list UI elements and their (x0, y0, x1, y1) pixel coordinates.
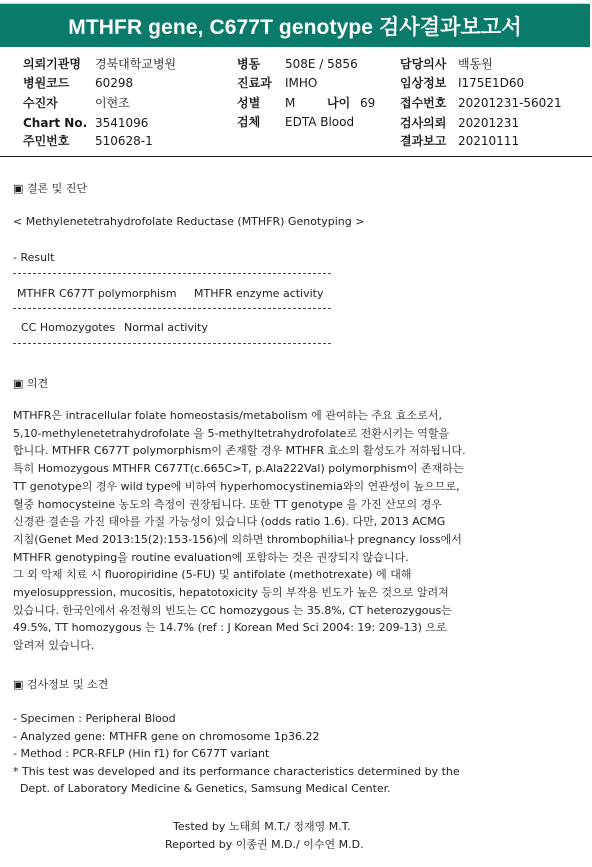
info-label: 검사의뢰 (400, 116, 447, 130)
info-value-physician: 백동원 (458, 57, 493, 71)
tested-by: Tested by 노태희 M.T./ 정재영 M.T. (173, 820, 351, 833)
opinion-line: 지침(Genet Med 2013:15(2):153-156)에 의하면 thrombophilia나 pregnancy loss에서 (13, 532, 462, 546)
info-row-resident-no (23, 134, 69, 148)
testinfo-method: - Method : PCR-RFLP (Hin f1) for C677T variant (13, 747, 270, 760)
result-col-header-polymorphism: MTHFR C677T polymorphism (17, 287, 177, 300)
info-label: 수진자 (23, 96, 58, 110)
info-value-specimen: EDTA Blood (285, 115, 355, 129)
info-label: 주민번호 (23, 134, 70, 148)
info-label: Chart No. (23, 116, 88, 130)
opinion-line: 신경관 결손을 가진 태아를 가질 가능성이 있습니다 (odds ratio 1.6). 다만, 2013 ACMG (13, 515, 446, 529)
genotyping-subtitle: < Methylenetetrahydrofolate Reductase (MTHFR) Genotyping > (13, 215, 365, 228)
info-row-clinical-info (400, 76, 446, 90)
info-label: 성별 (237, 96, 261, 110)
info-row-patient (23, 96, 58, 110)
info-row-age (327, 96, 350, 110)
opinion-line: TT genotype의 경우 wild type에 비하여 hyperhomocystinemia와의 연관성이 높으므로, (13, 479, 460, 493)
result-genotype-value: CC Homozygotes (21, 321, 116, 334)
info-row-institution (23, 57, 81, 71)
info-label: 나이 (327, 96, 351, 110)
info-value-report-date: 20210111 (458, 134, 520, 148)
info-value-age: 69 (360, 96, 376, 110)
info-row-physician (400, 57, 446, 71)
opinion-line: 49.5%, TT homozygous 는 14.7% (ref : J Korean Med Sci 2004: 19: 209-13) 으로 (13, 621, 447, 635)
reported-by: Reported by 이종권 M.D./ 이수연 M.D. (165, 838, 364, 851)
info-label: 담당의사 (400, 57, 447, 71)
info-row-chart-no (23, 116, 87, 130)
info-value-hospital-code: 60298 (95, 76, 134, 90)
report-title-bar (0, 3, 590, 47)
testinfo-note: Dept. of Laboratory Medicine & Genetics, Samsung Medical Center. (13, 782, 391, 795)
opinion-line: 혈중 homocysteine 농도의 측정이 권장됩니다. 또한 TT genotype 을 가진 산모의 경우 (13, 497, 442, 511)
info-value-chart-no: 3541096 (95, 116, 149, 130)
opinion-line: myelosuppression, mucositis, hepatotoxicity 등의 부작용 빈도가 높은 것으로 알려져 (13, 586, 449, 600)
info-label: 병원코드 (23, 76, 70, 90)
result-divider (13, 343, 331, 344)
opinion-line: MTHFR genotyping을 routine evaluation에 포함하는 것은 권장되지 않습니다. (13, 550, 409, 564)
testinfo-heading: ▣ 검사정보 및 소견 (13, 678, 109, 691)
info-value-patient: 이현조 (95, 96, 130, 110)
opinion-line: 알려져 있습니다. (13, 639, 95, 653)
opinion-line: 있습니다. 한국인에서 유전형의 빈도는 CC homozygous 는 35.8%, CT heterozygous는 (13, 603, 452, 617)
testinfo-text (13, 710, 460, 798)
result-divider (13, 273, 331, 274)
result-activity-value: Normal activity (124, 321, 208, 334)
info-value-request-date: 20201231 (458, 116, 520, 130)
info-row-request-date (400, 116, 446, 130)
info-value-sex: M (285, 96, 296, 110)
header-divider (0, 156, 592, 157)
conclusion-heading: ▣ 결론 및 진단 (13, 182, 88, 195)
testinfo-specimen: - Specimen : Peripheral Blood (13, 712, 176, 725)
info-row-sex (237, 96, 260, 110)
info-label: 임상정보 (400, 76, 447, 90)
result-col-header-activity: MTHFR enzyme activity (194, 287, 324, 300)
info-label: 접수번호 (400, 96, 447, 110)
info-label: 결과보고 (400, 134, 447, 148)
info-label: 진료과 (237, 76, 272, 90)
info-row-ward (237, 57, 260, 71)
info-label: 의뢰기관명 (23, 57, 81, 71)
info-row-report-date (400, 134, 446, 148)
opinion-text (13, 407, 466, 655)
info-label: 병동 (237, 57, 261, 71)
opinion-heading: ▣ 의견 (13, 377, 49, 390)
opinion-line: MTHFR은 intracellular folate homeostasis/metabolism 에 관여하는 주요 효소로서, (13, 409, 442, 422)
opinion-line: 합니다. MTHFR C677T polymorphism이 존재할 경우 MTHFR 효소의 활성도가 저하됩니다. (13, 444, 466, 458)
info-value-clinical-info: I175E1D60 (458, 76, 525, 90)
result-divider (13, 308, 331, 309)
report-title: MTHFR gene, C677T genotype 검사결과보고서 (68, 15, 522, 39)
info-label: 검체 (237, 115, 261, 129)
info-row-department (237, 76, 272, 90)
opinion-line: 그 외 악제 치료 시 fluoropiridine (5-FU) 및 antifolate (methotrexate) 에 대해 (13, 568, 412, 582)
info-row-specimen (237, 115, 260, 129)
info-value-ward: 508E / 5856 (285, 57, 358, 71)
info-value-department: IMHO (285, 76, 318, 90)
info-value-resident-no: 510628-1 (95, 134, 153, 148)
testinfo-gene: - Analyzed gene: MTHFR gene on chromosome 1p36.22 (13, 729, 320, 743)
info-value-institution: 경북대학교병원 (95, 57, 177, 71)
opinion-line: 5,10-methylenetetrahydrofolate 을 5-methyltetrahydrofolate로 전환시키는 역할을 (13, 426, 450, 440)
info-value-accession-no: 20201231-56021 (458, 96, 562, 110)
info-row-hospital-code (23, 76, 69, 90)
info-row-accession-no (400, 96, 446, 110)
testinfo-note: * This test was developed and its performance characteristics determined by the (13, 764, 460, 778)
opinion-line: 특히 Homozygous MTHFR C677T(c.665C>T, p.Ala222Val) polymorphism이 존재하는 (13, 462, 464, 476)
result-label: - Result (13, 251, 55, 264)
